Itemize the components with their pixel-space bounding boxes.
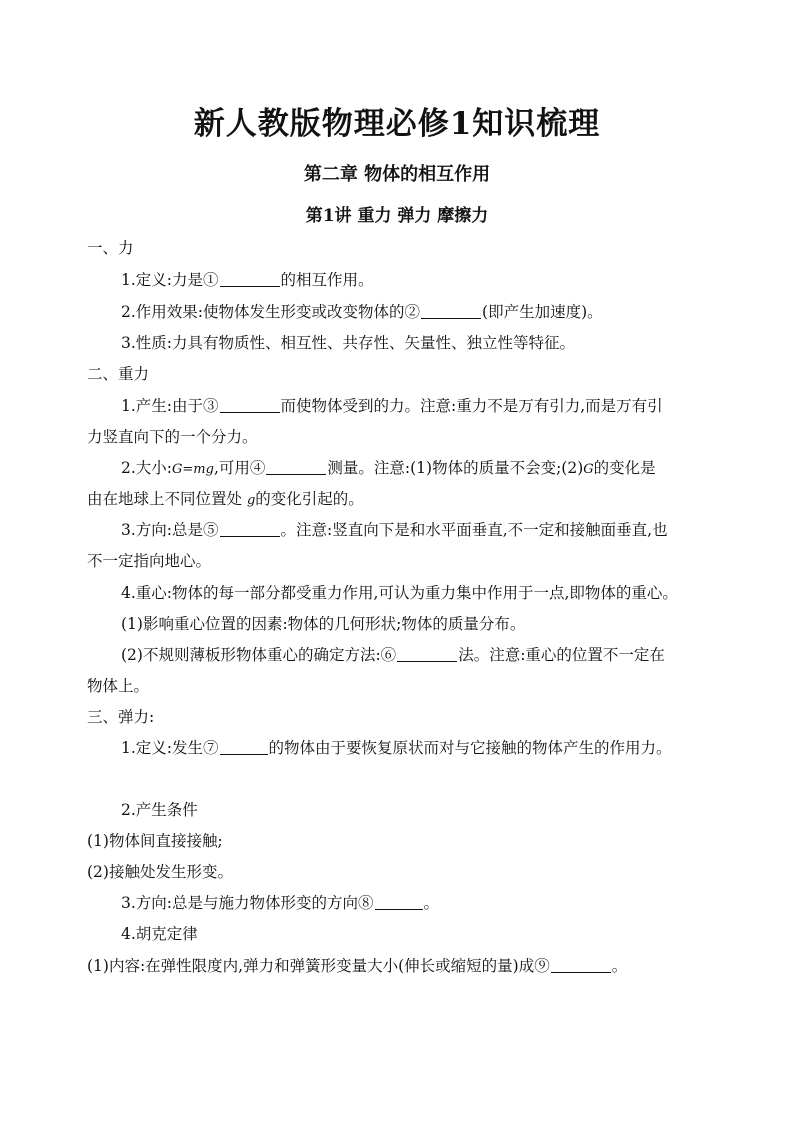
section-heading-force: 一、力 [87,239,134,257]
hooke-law-heading: 4.胡克定律 [121,925,198,943]
gravity-cause-cont: 力竖直向下的一个分力。 [87,428,258,446]
center-method: (2)不规则薄板形物体重心的确定方法:⑥ 法。注意:重心的位置不一定在 [121,646,665,664]
blank-4 [266,459,326,476]
blank-6 [397,646,457,663]
elastic-definition: 1.定义:发生⑦ 的物体由于要恢复原状而对与它接触的物体产生的作用力。 [121,739,672,757]
blank-5 [220,521,280,538]
force-definition: 1.定义:力是① 的相互作用。 [121,271,374,289]
section-heading-gravity: 二、重力 [87,365,150,383]
section-heading-elastic: 三、弹力: [87,708,155,726]
gravity-size-cont: 由在地球上不同位置处 g的变化引起的。 [87,490,364,508]
gravity-direction: 3.方向:总是⑤ 。注意:竖直向下是和水平面垂直,不一定和接触面垂直,也 [121,521,668,539]
center-method-cont: 物体上。 [87,677,150,695]
center-factors: (1)影响重心位置的因素:物体的几何形状;物体的质量分布。 [121,615,526,633]
hooke-law-content: (1)内容:在弹性限度内,弹力和弹簧形变量大小(伸长或缩短的量)成⑨ 。 [87,957,628,975]
blank-2 [421,303,481,320]
force-nature: 3.性质:力具有物质性、相互性、共存性、矢量性、独立性等特征。 [121,334,576,352]
elastic-conditions: 2.产生条件 [121,801,198,819]
blank-1 [220,271,280,288]
gravity-direction-cont: 不一定指向地心。 [87,552,212,570]
elastic-condition-1: (1)物体间直接接触; [87,832,223,850]
blank-9 [551,957,611,974]
blank-3 [220,397,280,414]
elastic-direction: 3.方向:总是与施力物体形变的方向⑧ 。 [121,894,440,912]
center-of-gravity: 4.重心:物体的每一部分都受重力作用,可认为重力集中作用于一点,即物体的重心。 [121,584,678,602]
gravity-cause: 1.产生:由于③ 而使物体受到的力。注意:重力不是万有引力,而是万有引 [121,397,663,415]
chapter-heading: 第二章 物体的相互作用 [303,164,491,185]
lesson-heading: 第1讲 重力 弹力 摩擦力 [305,206,489,226]
elastic-condition-2: (2)接触处发生形变。 [87,863,233,881]
document-title: 新人教版物理必修1知识梳理 [193,106,601,142]
force-effect: 2.作用效果:使物体发生形变或改变物体的② (即产生加速度)。 [121,303,603,321]
gravity-size: 2.大小:G=mg,可用④ 测量。注意:(1)物体的质量不会变;(2)G的变化是 [121,459,656,477]
blank-8 [375,894,423,911]
blank-7 [220,739,268,756]
